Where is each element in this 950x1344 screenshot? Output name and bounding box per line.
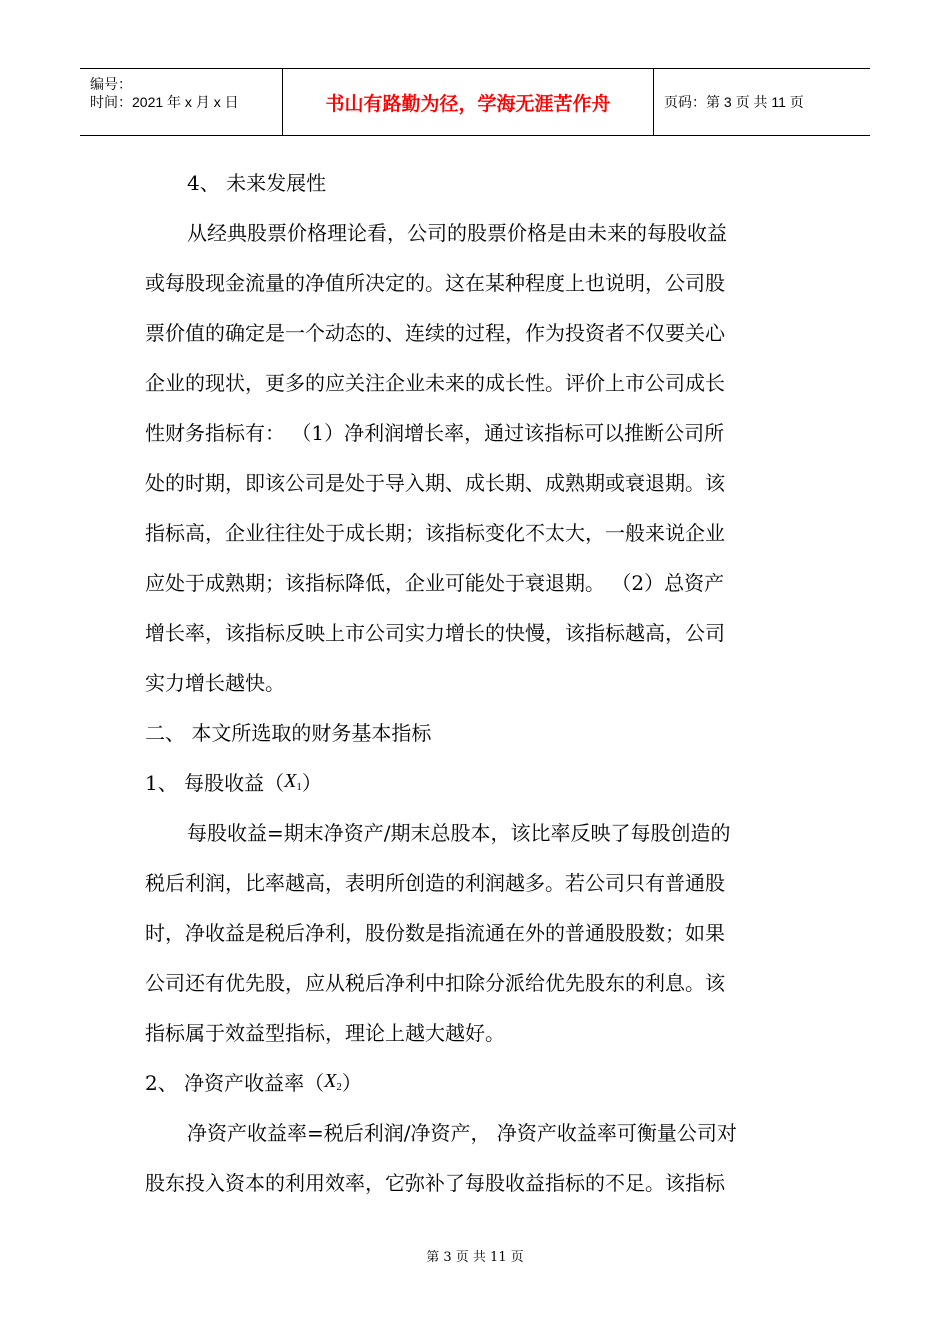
item-heading-close: ） — [341, 1071, 362, 1095]
paragraph-line: 处的时期，即该公司是处于导入期、成长期、成熟期或衰退期。该 — [145, 471, 725, 495]
variable-symbol: X — [284, 770, 297, 792]
item-heading — [145, 1058, 805, 1108]
paragraph-line: 时，净收益是税后净利，股份数是指流通在外的普通股股数；如果 — [145, 921, 725, 945]
paragraph-line: 增长率，该指标反映上市公司实力增长的快慢，该指标越高，公司 — [145, 621, 725, 645]
item-heading — [145, 758, 805, 808]
page-footer: 第 3 页 共 11 页 — [426, 1250, 524, 1265]
item-heading-text: 2、 净资产收益率（ — [145, 1071, 325, 1095]
paragraph-line: 从经典股票价格理论看，公司的股票价格是由未来的每股收益 — [187, 221, 727, 245]
paragraph-line: 或每股现金流量的净值所决定的。这在某种程度上也说明，公司股 — [145, 271, 725, 295]
paragraph-line: 实力增长越快。 — [145, 671, 285, 695]
header-page-info: 页码：第 3 页 共 11 页 — [664, 94, 804, 110]
number-label: 编号： — [90, 76, 132, 92]
section-heading: 4、 未来发展性 — [187, 171, 327, 195]
header-motto: 书山有路勤为径，学海无涯苦作舟 — [325, 92, 611, 115]
paragraph-line: 指标属于效益型指标，理论上越大越好。 — [145, 1021, 505, 1045]
variable-symbol: X — [324, 1070, 337, 1092]
header-divider — [653, 69, 654, 135]
paragraph-line: 股东投入资本的利用效率，它弥补了每股收益指标的不足。该指标 — [145, 1171, 725, 1195]
date-label: 时间：2021 年 x 月 x 日 — [90, 94, 239, 110]
paragraph-line: 税后利润，比率越高，表明所创造的利润越多。若公司只有普通股 — [145, 871, 725, 895]
paragraph-line: 指标高，企业往往处于成长期；该指标变化不太大，一般来说企业 — [145, 521, 725, 545]
header-meta — [80, 69, 282, 135]
section-heading: 二、 本文所选取的财务基本指标 — [145, 721, 432, 745]
document-body — [145, 158, 805, 1208]
item-heading-text: 1、 每股收益（ — [145, 771, 285, 795]
paragraph-line: 企业的现状，更多的应关注企业未来的成长性。评价上市公司成长 — [145, 371, 725, 395]
item-heading-close: ） — [301, 771, 322, 795]
paragraph-line: 性财务指标有： （1）净利润增长率，通过该指标可以推断公司所 — [145, 421, 725, 445]
paragraph-line: 公司还有优先股，应从税后净利中扣除分派给优先股东的利息。该 — [145, 971, 725, 995]
variable-subscript: 2 — [336, 1081, 342, 1093]
variable-subscript: 1 — [296, 781, 302, 793]
paragraph-line: 票价值的确定是一个动态的、连续的过程，作为投资者不仅要关心 — [145, 321, 725, 345]
paragraph-line: 每股收益=期末净资产/期末总股本，该比率反映了每股创造的 — [187, 821, 731, 845]
page-header — [80, 68, 870, 136]
paragraph-line: 应处于成熟期；该指标降低，企业可能处于衰退期。 （2）总资产 — [145, 571, 725, 595]
paragraph-line: 净资产收益率=税后利润/净资产， 净资产收益率可衡量公司对 — [187, 1121, 737, 1145]
